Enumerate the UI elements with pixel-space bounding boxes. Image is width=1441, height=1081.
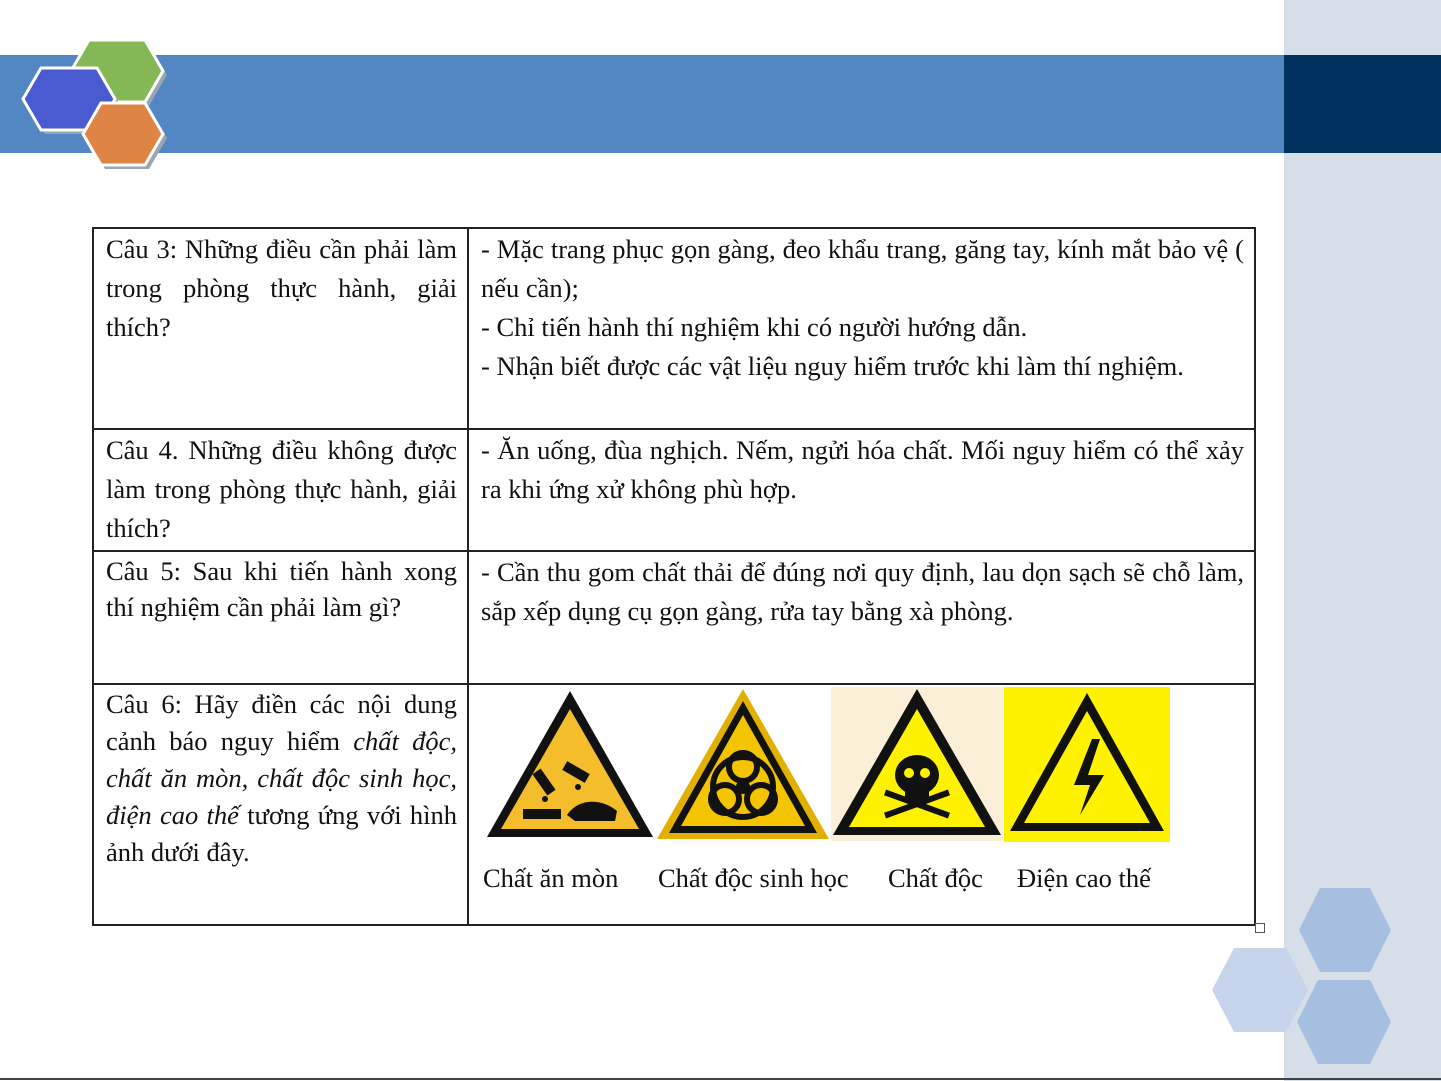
answer-line: - Ăn uống, đùa nghịch. Nếm, ngửi hóa chất. Mối nguy hiểm có thể xảy ra khi ứng xử không phù hợp. [481, 435, 1244, 504]
toxic-skull-warning-icon [831, 687, 1003, 841]
question-text: Câu 6: Hãy điền các nội dung cảnh báo nguy hiểm [106, 689, 457, 756]
sign-label-high-voltage: Điện cao thế [1017, 863, 1151, 893]
hexagon-logo-icon [0, 28, 180, 178]
table-row [93, 551, 1255, 684]
title-band-accent [1284, 55, 1441, 153]
answer-line: - Mặc trang phục gọn gàng, đeo khẩu trang, găng tay, kính mắt bảo vệ ( nếu cần); [481, 234, 1244, 303]
biohazard-warning-icon [655, 687, 831, 841]
answer-cell [468, 429, 1255, 551]
question-cell [93, 684, 468, 925]
question-cell: Câu 4. Những điều không được làm trong phòng thực hành, giải thích? [93, 429, 468, 551]
question-italic-text: chất độc, chất ăn mòn, chất độc sinh học, điện cao thế [106, 726, 458, 830]
sign-label-toxic: Chất độc [888, 863, 983, 893]
sign-label-biohazard: Chất độc sinh học [658, 863, 849, 893]
table-row [93, 429, 1255, 551]
qa-table [92, 227, 1256, 926]
question-text: tương ứng với hình ảnh dưới đây. [106, 800, 458, 867]
table-row [93, 684, 1255, 925]
title-band [0, 55, 1284, 153]
signs-cell [468, 684, 1255, 925]
answer-line: - Chỉ tiến hành thí nghiệm khi có người hướng dẫn. [481, 312, 1028, 342]
bottom-divider [0, 1078, 1441, 1080]
high-voltage-warning-icon [1004, 687, 1170, 842]
corrosive-warning-icon [483, 687, 657, 841]
answer-line: - Cần thu gom chất thải để đúng nơi quy định, lau dọn sạch sẽ chỗ làm, sắp xếp dụng cụ gọn gàng, rửa tay bằng xà phòng. [481, 557, 1244, 626]
table-row [93, 228, 1255, 429]
sign-label-corrosive: Chất ăn mòn [483, 863, 619, 893]
answer-cell [468, 228, 1255, 429]
table-resize-handle[interactable] [1255, 923, 1265, 933]
answer-cell [468, 551, 1255, 684]
warning-signs [469, 685, 1254, 915]
question-cell: Câu 3: Những điều cần phải làm trong phòng thực hành, giải thích? [93, 228, 468, 429]
question-cell: Câu 5: Sau khi tiến hành xong thí nghiệm cần phải làm gì? [93, 551, 468, 684]
answer-line: - Nhận biết được các vật liệu nguy hiểm trước khi làm thí nghiệm. [481, 351, 1184, 381]
